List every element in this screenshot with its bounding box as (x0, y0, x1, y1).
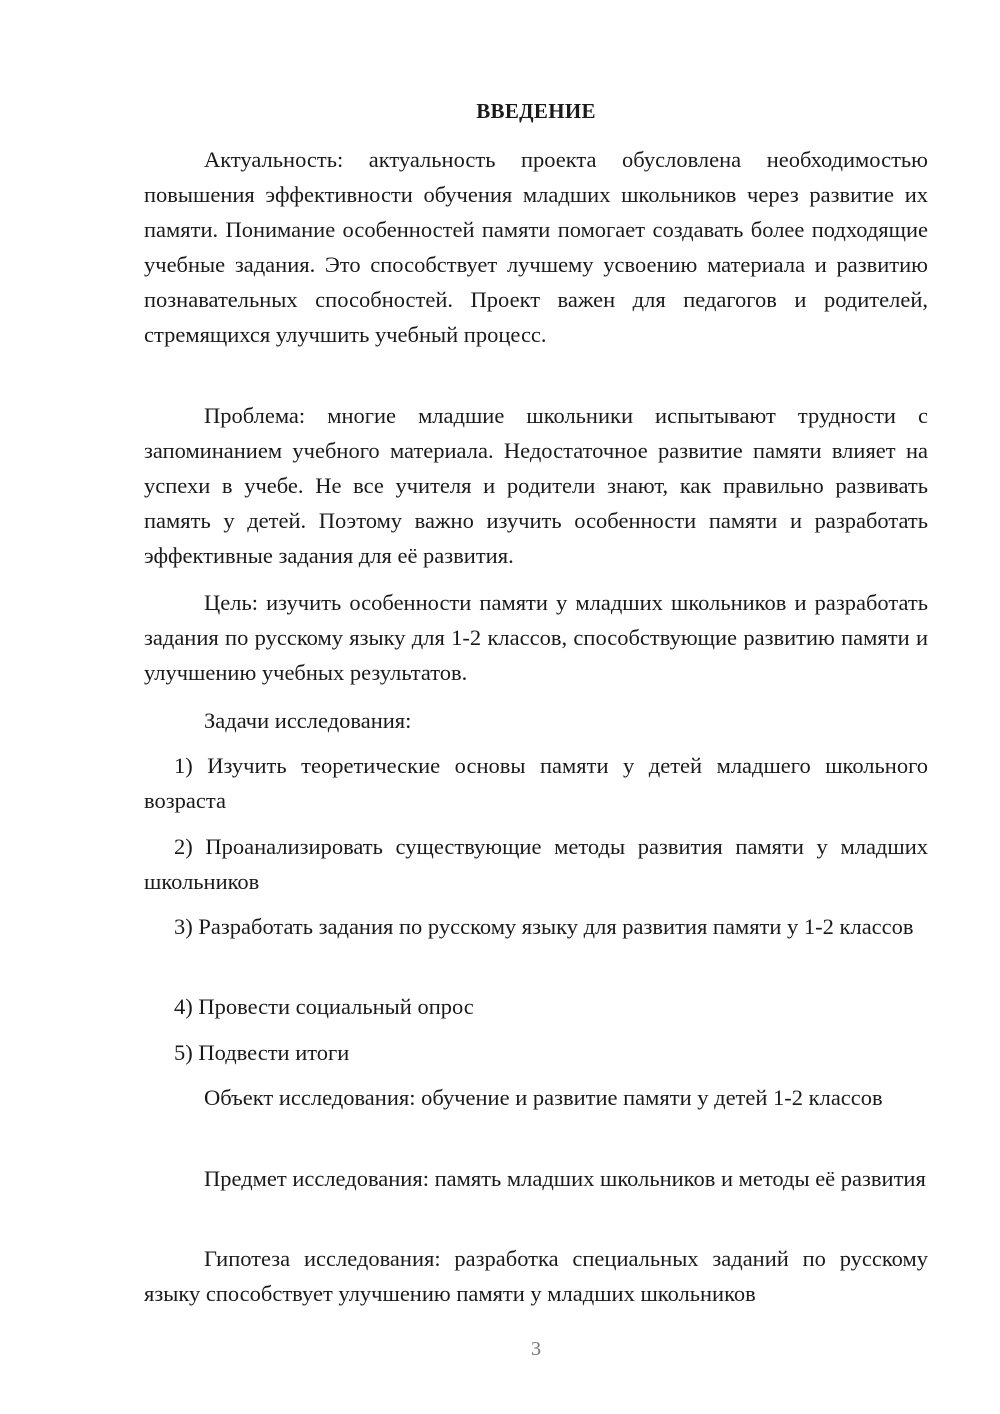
page-number: 3 (531, 1338, 541, 1360)
paragraph-hypothesis: Гипотеза исследования: разработка специальных заданий по русскому языку способствует улучшению памяти у младших школьников (144, 1246, 928, 1306)
paragraph-object: Объект исследования: обучение и развитие памяти у детей 1-2 классов (204, 1085, 883, 1110)
task-item-1: 1) Изучить теоретические основы памяти у детей младшего школьного возраста (144, 753, 928, 813)
task-item-2: 2) Проанализировать существующие методы развития памяти у младших школьников (144, 834, 928, 894)
paragraph-subject: Предмет исследования: память младших школьников и методы её развития (204, 1166, 926, 1191)
paragraph-problem: Проблема: многие младшие школьники испытывают трудности с запоминанием учебного материала. Недостаточное развитие памяти влияет на успехи в учебе. Не все учителя и родители знают, как правильно развивать память у детей. Поэтому важно изучить особенности памяти и разработать эффективные задания для её развития. (144, 403, 928, 568)
task-item-3: 3) Разработать задания по русскому языку для развития памяти у 1-2 классов (174, 914, 914, 939)
task-item-5: 5) Подвести итоги (174, 1040, 350, 1065)
tasks-heading: Задачи исследования: (204, 708, 412, 733)
task-item-4: 4) Провести социальный опрос (174, 994, 474, 1019)
paragraph-relevance: Актуальность: актуальность проекта обусловлена необходимостью повышения эффективности обучения младших школьников через развитие их памяти. Понимание особенностей памяти помогает создавать более подходящие учебные задания. Это способствует лучшему усвоению материала и развитию познавательных способностей. Проект важен для педагогов и родителей, стремящихся улучшить учебный процесс. (144, 147, 928, 347)
section-title: ВВЕДЕНИЕ (476, 99, 596, 123)
paragraph-goal: Цель: изучить особенности памяти у младших школьников и разработать задания по русскому языку для 1-2 классов, способствующие развитию памяти и улучшению учебных результатов. (144, 590, 928, 685)
